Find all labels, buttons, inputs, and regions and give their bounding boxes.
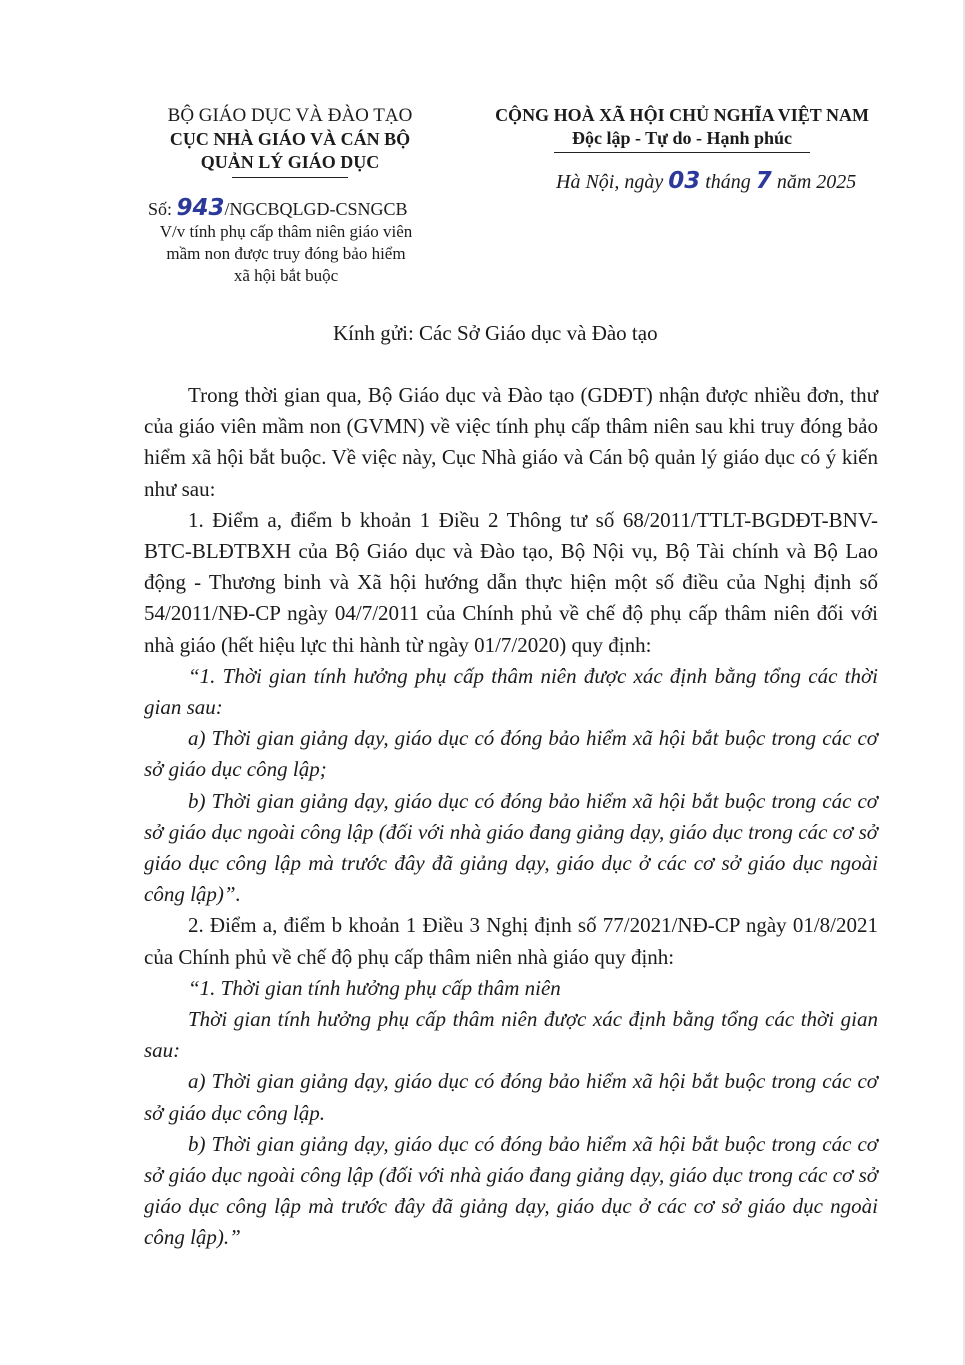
- national-motto: Độc lập - Tự do - Hạnh phúc: [571, 128, 793, 148]
- recipient-line: Kính gửi: Các Sở Giáo dục và Đào tạo: [333, 321, 658, 345]
- date-month-label: tháng: [705, 171, 751, 193]
- country-name: CỘNG HOÀ XÃ HỘI CHỦ NGHĨA VIỆT NAM: [495, 105, 869, 125]
- issuer-header: [140, 104, 440, 178]
- date-year: năm 2025: [776, 171, 857, 193]
- body-paragraph: 2. Điểm a, điểm b khoản 1 Điều 3 Nghị định số 77/2021/NĐ-CP ngày 01/8/2021 của Chính phủ về chế độ phụ cấp thâm niên nhà giáo quy định:: [144, 913, 878, 969]
- quoted-paragraph: b) Thời gian giảng dạy, giáo dục có đóng bảo hiểm xã hội bắt buộc trong các cơ sở giáo dục ngoài công lập (đối với nhà giáo đang giảng dạy, giáo dục trong các cơ sở giáo dục công lập mà trước đây đã giảng dạy, giáo dục ở các cơ sở giáo dục ngoài công lập).”: [144, 1131, 878, 1250]
- subject-line2: mầm non được truy đóng bảo hiểm: [166, 244, 406, 263]
- date-month: 7: [755, 168, 772, 194]
- quoted-paragraph: a) Thời gian giảng dạy, giáo dục có đóng bảo hiểm xã hội bắt buộc trong các cơ sở giáo dục công lập.: [144, 1069, 878, 1125]
- body-paragraph: 1. Điểm a, điểm b khoản 1 Điều 2 Thông tư số 68/2011/TTLT-BGDĐT-BNV-BTC-BLĐTBXH của Bộ Giáo dục và Đào tạo, Bộ Nội vụ, Bộ Tài chính và Bộ Lao động - Thương binh và Xã hội hướng dẫn thực hiện một số điều của Nghị định số 54/2011/NĐ-CP ngày 04/7/2011 của Chính phủ về chế độ phụ cấp thâm niên đối với nhà giáo (hết hiệu lực thi hành từ ngày 01/7/2020) quy định:: [144, 507, 878, 657]
- document-number: [148, 195, 408, 221]
- date-day: 03: [668, 168, 701, 194]
- national-header: [462, 103, 902, 153]
- document-number-label: Số:: [148, 199, 173, 219]
- document-number-suffix: /NGCBQLGD-CSNGCB: [224, 199, 408, 219]
- quoted-paragraph: b) Thời gian giảng dạy, giáo dục có đóng bảo hiểm xã hội bắt buộc trong các cơ sở giáo dục ngoài công lập (đối với nhà giáo đang giảng dạy, giáo dục trong các cơ sở giáo dục công lập mà trước đây đã giảng dạy, giáo dục ở các cơ sở giáo dục ngoài công lập)”.: [144, 788, 878, 907]
- document-number-value: 943: [176, 195, 225, 221]
- date-prefix: Hà Nội, ngày: [556, 171, 664, 193]
- agency-name-line2: QUẢN LÝ GIÁO DỤC: [200, 152, 380, 172]
- date-line: [556, 168, 916, 194]
- document-subject: [136, 221, 436, 287]
- motto-underline: [554, 152, 810, 153]
- issuer-underline: [232, 177, 348, 178]
- quoted-paragraph: “1. Thời gian tính hưởng phụ cấp thâm niên được xác định bằng tổng các thời gian sau:: [144, 663, 878, 720]
- agency-name-line1: CỤC NHÀ GIÁO VÀ CÁN BỘ: [169, 129, 411, 149]
- subject-line1: V/v tính phụ cấp thâm niên giáo viên: [159, 222, 413, 241]
- quoted-paragraph: a) Thời gian giảng dạy, giáo dục có đóng bảo hiểm xã hội bắt buộc trong các cơ sở giáo dục công lập;: [144, 726, 878, 782]
- quoted-paragraph: Thời gian tính hưởng phụ cấp thâm niên được xác định bằng tổng các thời gian sau:: [144, 1007, 878, 1063]
- quoted-paragraph: “1. Thời gian tính hưởng phụ cấp thâm niên: [188, 975, 561, 1000]
- body-paragraph: Trong thời gian qua, Bộ Giáo dục và Đào tạo (GDĐT) nhận được nhiều đơn, thư của giáo viên mầm non (GVMN) về việc tính phụ cấp thâm niên sau khi truy đóng bảo hiểm xã hội bắt buộc. Về việc này, Cục Nhà giáo và Cán bộ quản lý giáo dục có ý kiến như sau:: [144, 383, 878, 501]
- document-body: [144, 380, 878, 1254]
- ministry-name: BỘ GIÁO DỤC VÀ ĐÀO TẠO: [167, 105, 413, 126]
- subject-line3: xã hội bắt buộc: [233, 266, 339, 285]
